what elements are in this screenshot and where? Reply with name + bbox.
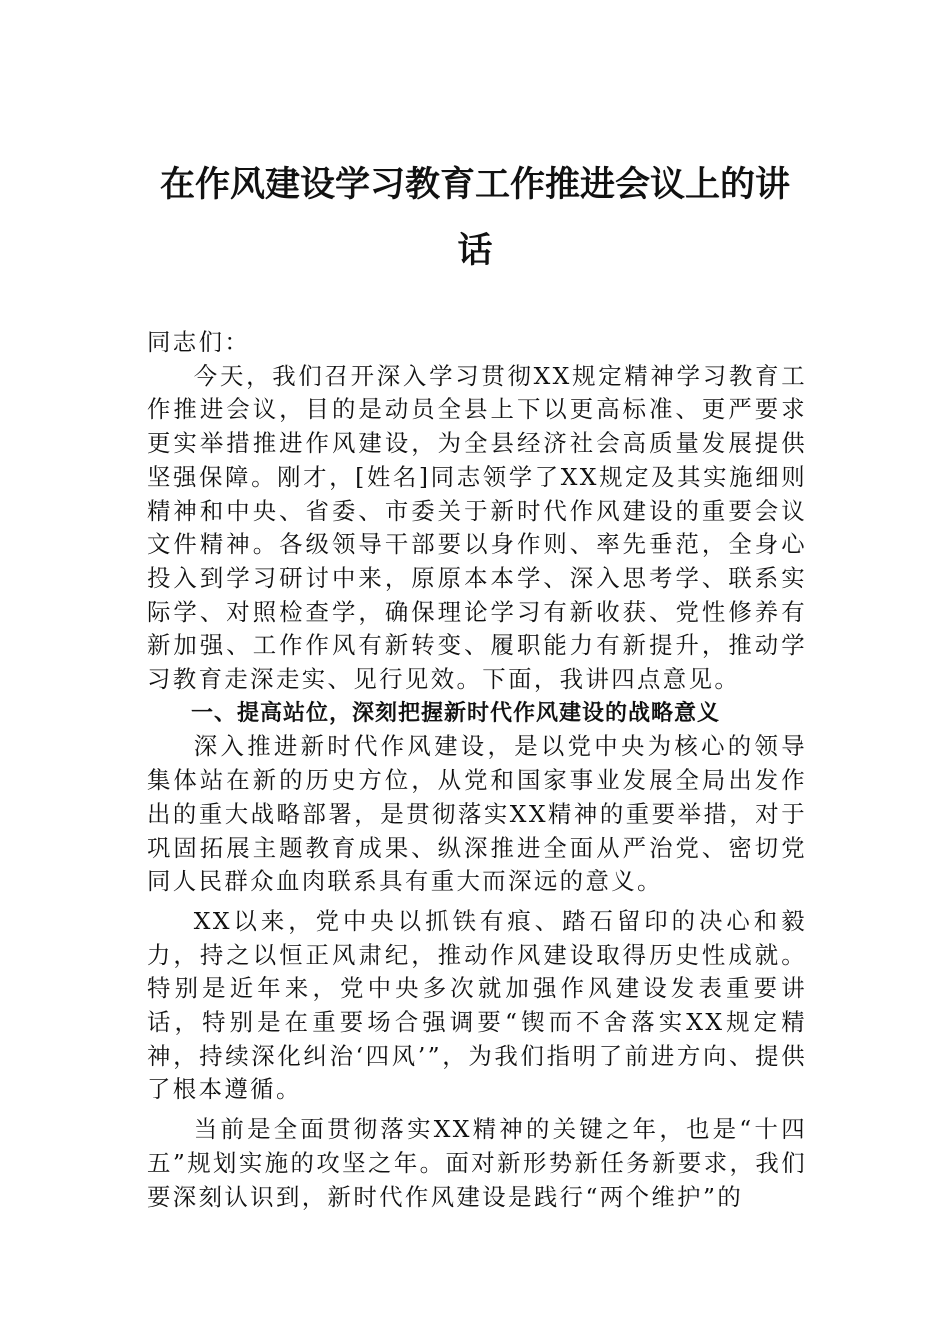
paragraph-significance: 深入推进新时代作风建设，是以党中央为核心的领导集体站在新的历史方位，从党和国家事业发展全局出发作出的重大战略部署，是贯彻落实XX精神的重要举措，对于巩固拓展主题教育成果、纵深推进全面从严治党、密切党同人民群众血肉联系具有重大而深远的意义。 bbox=[147, 732, 807, 896]
paragraph-current-situation: 当前是全面贯彻落实XX精神的关键之年，也是“十四五”规划实施的攻坚之年。面对新形势新任务新要求，我们要深刻认识到，新时代作风建设是践行“两个维护”的 bbox=[147, 1115, 807, 1211]
paragraph-achievements: XX以来，党中央以抓铁有痕、踏石留印的决心和毅力，持之以恒正风肃纪，推动作风建设取得历史性成就。特别是近年来，党中央多次就加强作风建设发表重要讲话，特别是在重要场合强调要“锲而不舍落实XX规定精神，持续深化纠治‘四风’”，为我们指明了前进方向、提供了根本遵循。 bbox=[147, 906, 807, 1104]
document-title: 在作风建设学习教育工作推进会议上的讲话 bbox=[159, 164, 790, 271]
section-heading-1: 一、提高站位，深刻把握新时代作风建设的战略意义 bbox=[191, 700, 721, 726]
paragraph-opening: 今天，我们召开深入学习贯彻XX规定精神学习教育工作推进会议，目的是动员全县上下以更高标准、更严要求更实举措推进作风建设，为全县经济社会高质量发展提供坚强保障。刚才，[姓名]同志领学了XX规定及其实施细则精神和中央、省委、市委关于新时代作风建设的重要会议文件精神。各级领导干部要以身作则、率先垂范，全身心投入到学习研讨中来，原原本本学、深入思考学、联系实际学、对照检查学，确保理论学习有新收获、党性修养有新加强、工作作风有新转变、履职能力有新提升，推动学习教育走深走实、见行见效。下面，我讲四点意见。 bbox=[147, 361, 807, 694]
salutation: 同志们： bbox=[147, 328, 251, 356]
document-body bbox=[147, 326, 807, 1214]
